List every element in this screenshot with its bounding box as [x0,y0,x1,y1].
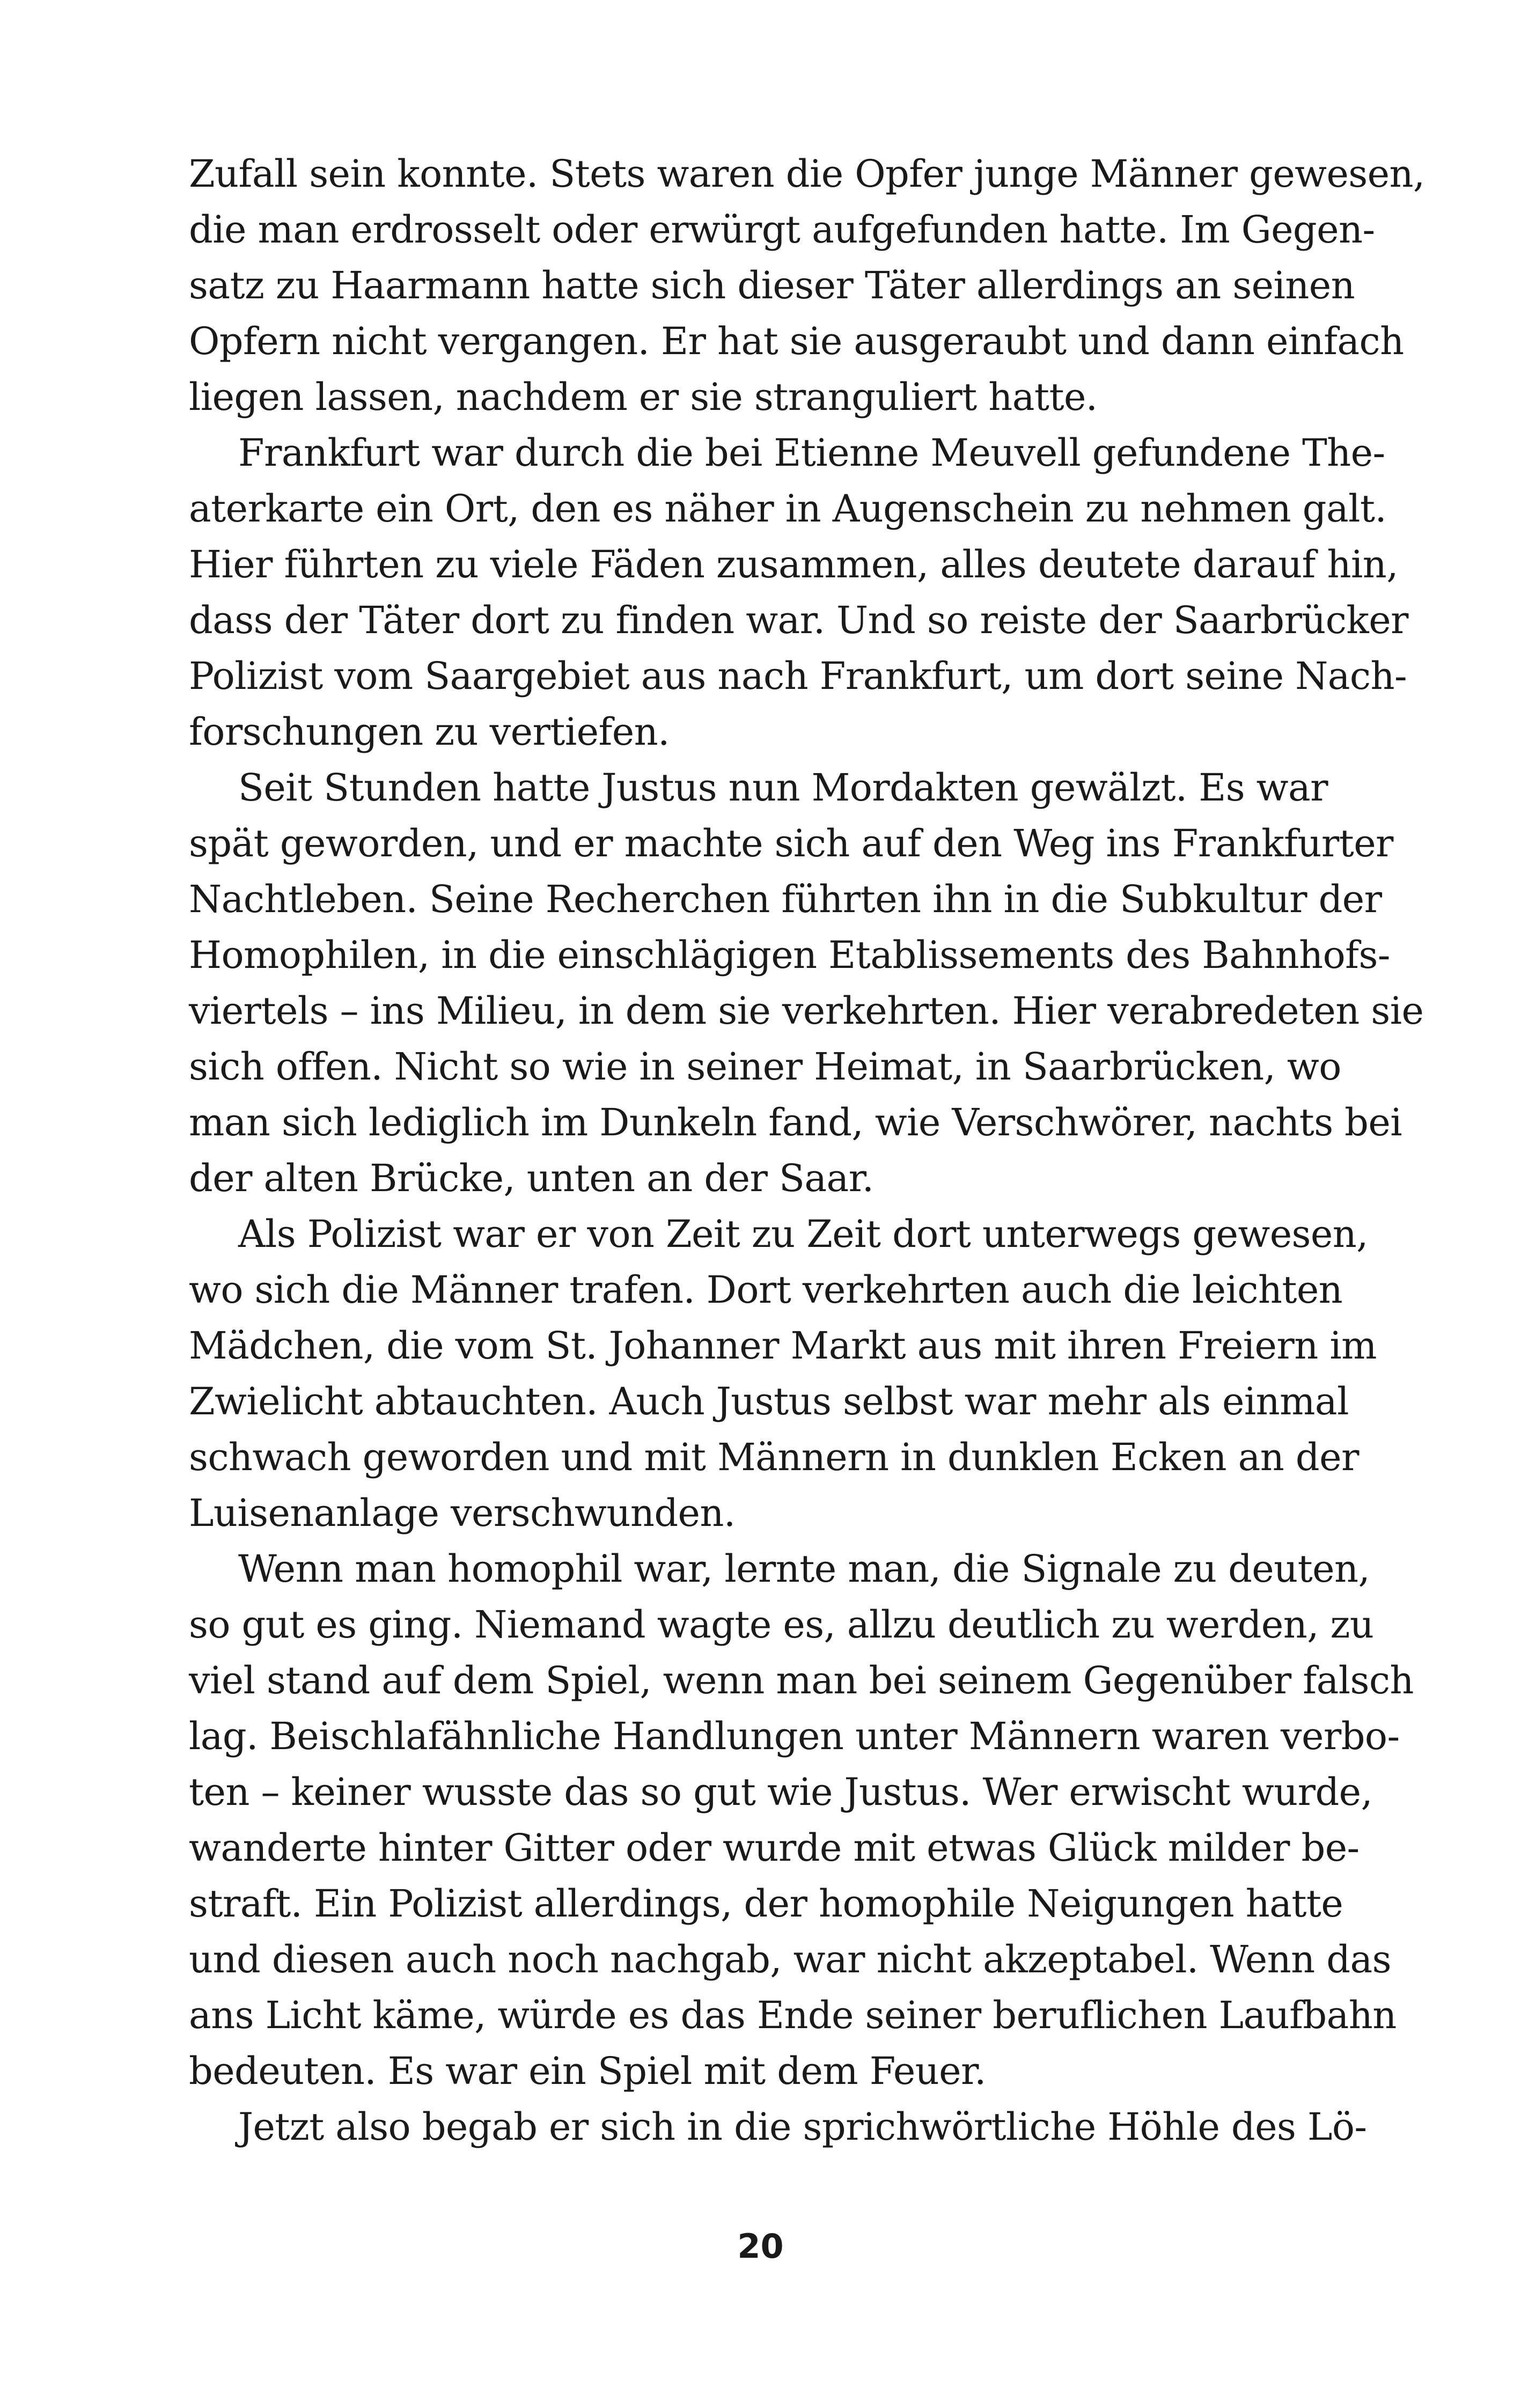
text-line: Seit Stunden hatte Justus nun Mordakten gewälzt. Es war [238,766,1328,810]
text-line: die man erdrosselt oder erwürgt aufgefunden hatte. Im Gegen- [189,208,1375,252]
text-line: bedeuten. Es war ein Spiel mit dem Feuer. [189,2049,986,2093]
text-line: viel stand auf dem Spiel, wenn man bei seinem Gegenüber falsch [189,1658,1414,1702]
text-line: straft. Ein Polizist allerdings, der homophile Neigungen hatte [189,1882,1343,1926]
text-line: lag. Beischlafähnliche Handlungen unter Männern waren verbo- [189,1714,1400,1758]
text-line: ten – keiner wusste das so gut wie Justus. Wer erwischt wurde, [189,1770,1373,1814]
text-line: Opfern nicht vergangen. Er hat sie ausgeraubt und dann einfach [189,319,1404,363]
text-line: Frankfurt war durch die bei Etienne Meuvell gefundene The- [238,431,1385,475]
text-line: Nachtleben. Seine Recherchen führten ihn in die Subkultur der [189,877,1382,921]
text-line: man sich lediglich im Dunkeln fand, wie Verschwörer, nachts bei [189,1100,1402,1144]
text-line: spät geworden, und er machte sich auf den Weg ins Frankfurter [189,821,1393,865]
text-line: so gut es ging. Niemand wagte es, allzu deutlich zu werden, zu [189,1603,1374,1647]
text-line: dass der Täter dort zu finden war. Und so reiste der Saarbrücker [189,598,1408,642]
text-line: Zufall sein konnte. Stets waren die Opfer junge Männer gewesen, [189,152,1425,196]
page-number: 20 [737,2227,784,2266]
text-line: viertels – ins Milieu, in dem sie verkehrten. Hier verabredeten sie [189,989,1424,1033]
text-line: der alten Brücke, unten an der Saar. [189,1156,874,1200]
text-line: Mädchen, die vom St. Johanner Markt aus mit ihren Freiern im [189,1324,1377,1368]
text-line: liegen lassen, nachdem er sie stranguliert hatte. [189,375,1098,419]
text-line: Als Polizist war er von Zeit zu Zeit dort unterwegs gewesen, [238,1212,1368,1256]
text-line: satz zu Haarmann hatte sich dieser Täter allerdings an seinen [189,263,1355,307]
text-line: Zwielicht abtauchten. Auch Justus selbst war mehr als einmal [189,1379,1349,1423]
text-line: Polizist vom Saargebiet aus nach Frankfurt, um dort seine Nach- [189,654,1407,698]
text-line: wanderte hinter Gitter oder wurde mit etwas Glück milder be- [189,1826,1360,1870]
text-line: wo sich die Männer trafen. Dort verkehrten auch die leichten [189,1268,1343,1312]
text-line: forschungen zu vertiefen. [189,710,670,754]
text-line: sich offen. Nicht so wie in seiner Heimat, in Saarbrücken, wo [189,1045,1341,1089]
text-line: Homophilen, in die einschlägigen Etablissements des Bahnhofs- [189,933,1390,977]
text-line: aterkarte ein Ort, den es näher in Augenschein zu nehmen galt. [189,487,1387,531]
text-line: ans Licht käme, würde es das Ende seiner beruflichen Laufbahn [189,1993,1397,2037]
text-line: Wenn man homophil war, lernte man, die Signale zu deuten, [238,1547,1370,1591]
text-line: schwach geworden und mit Männern in dunklen Ecken an der [189,1435,1359,1479]
text-line: Hier führten zu viele Fäden zusammen, alles deutete darauf hin, [189,542,1398,586]
text-line: Jetzt also begab er sich in die sprichwörtliche Höhle des Lö- [238,2105,1367,2149]
text-line: und diesen auch noch nachgab, war nicht akzeptabel. Wenn das [189,1937,1391,1981]
text-line: Luisenanlage verschwunden. [189,1491,736,1535]
